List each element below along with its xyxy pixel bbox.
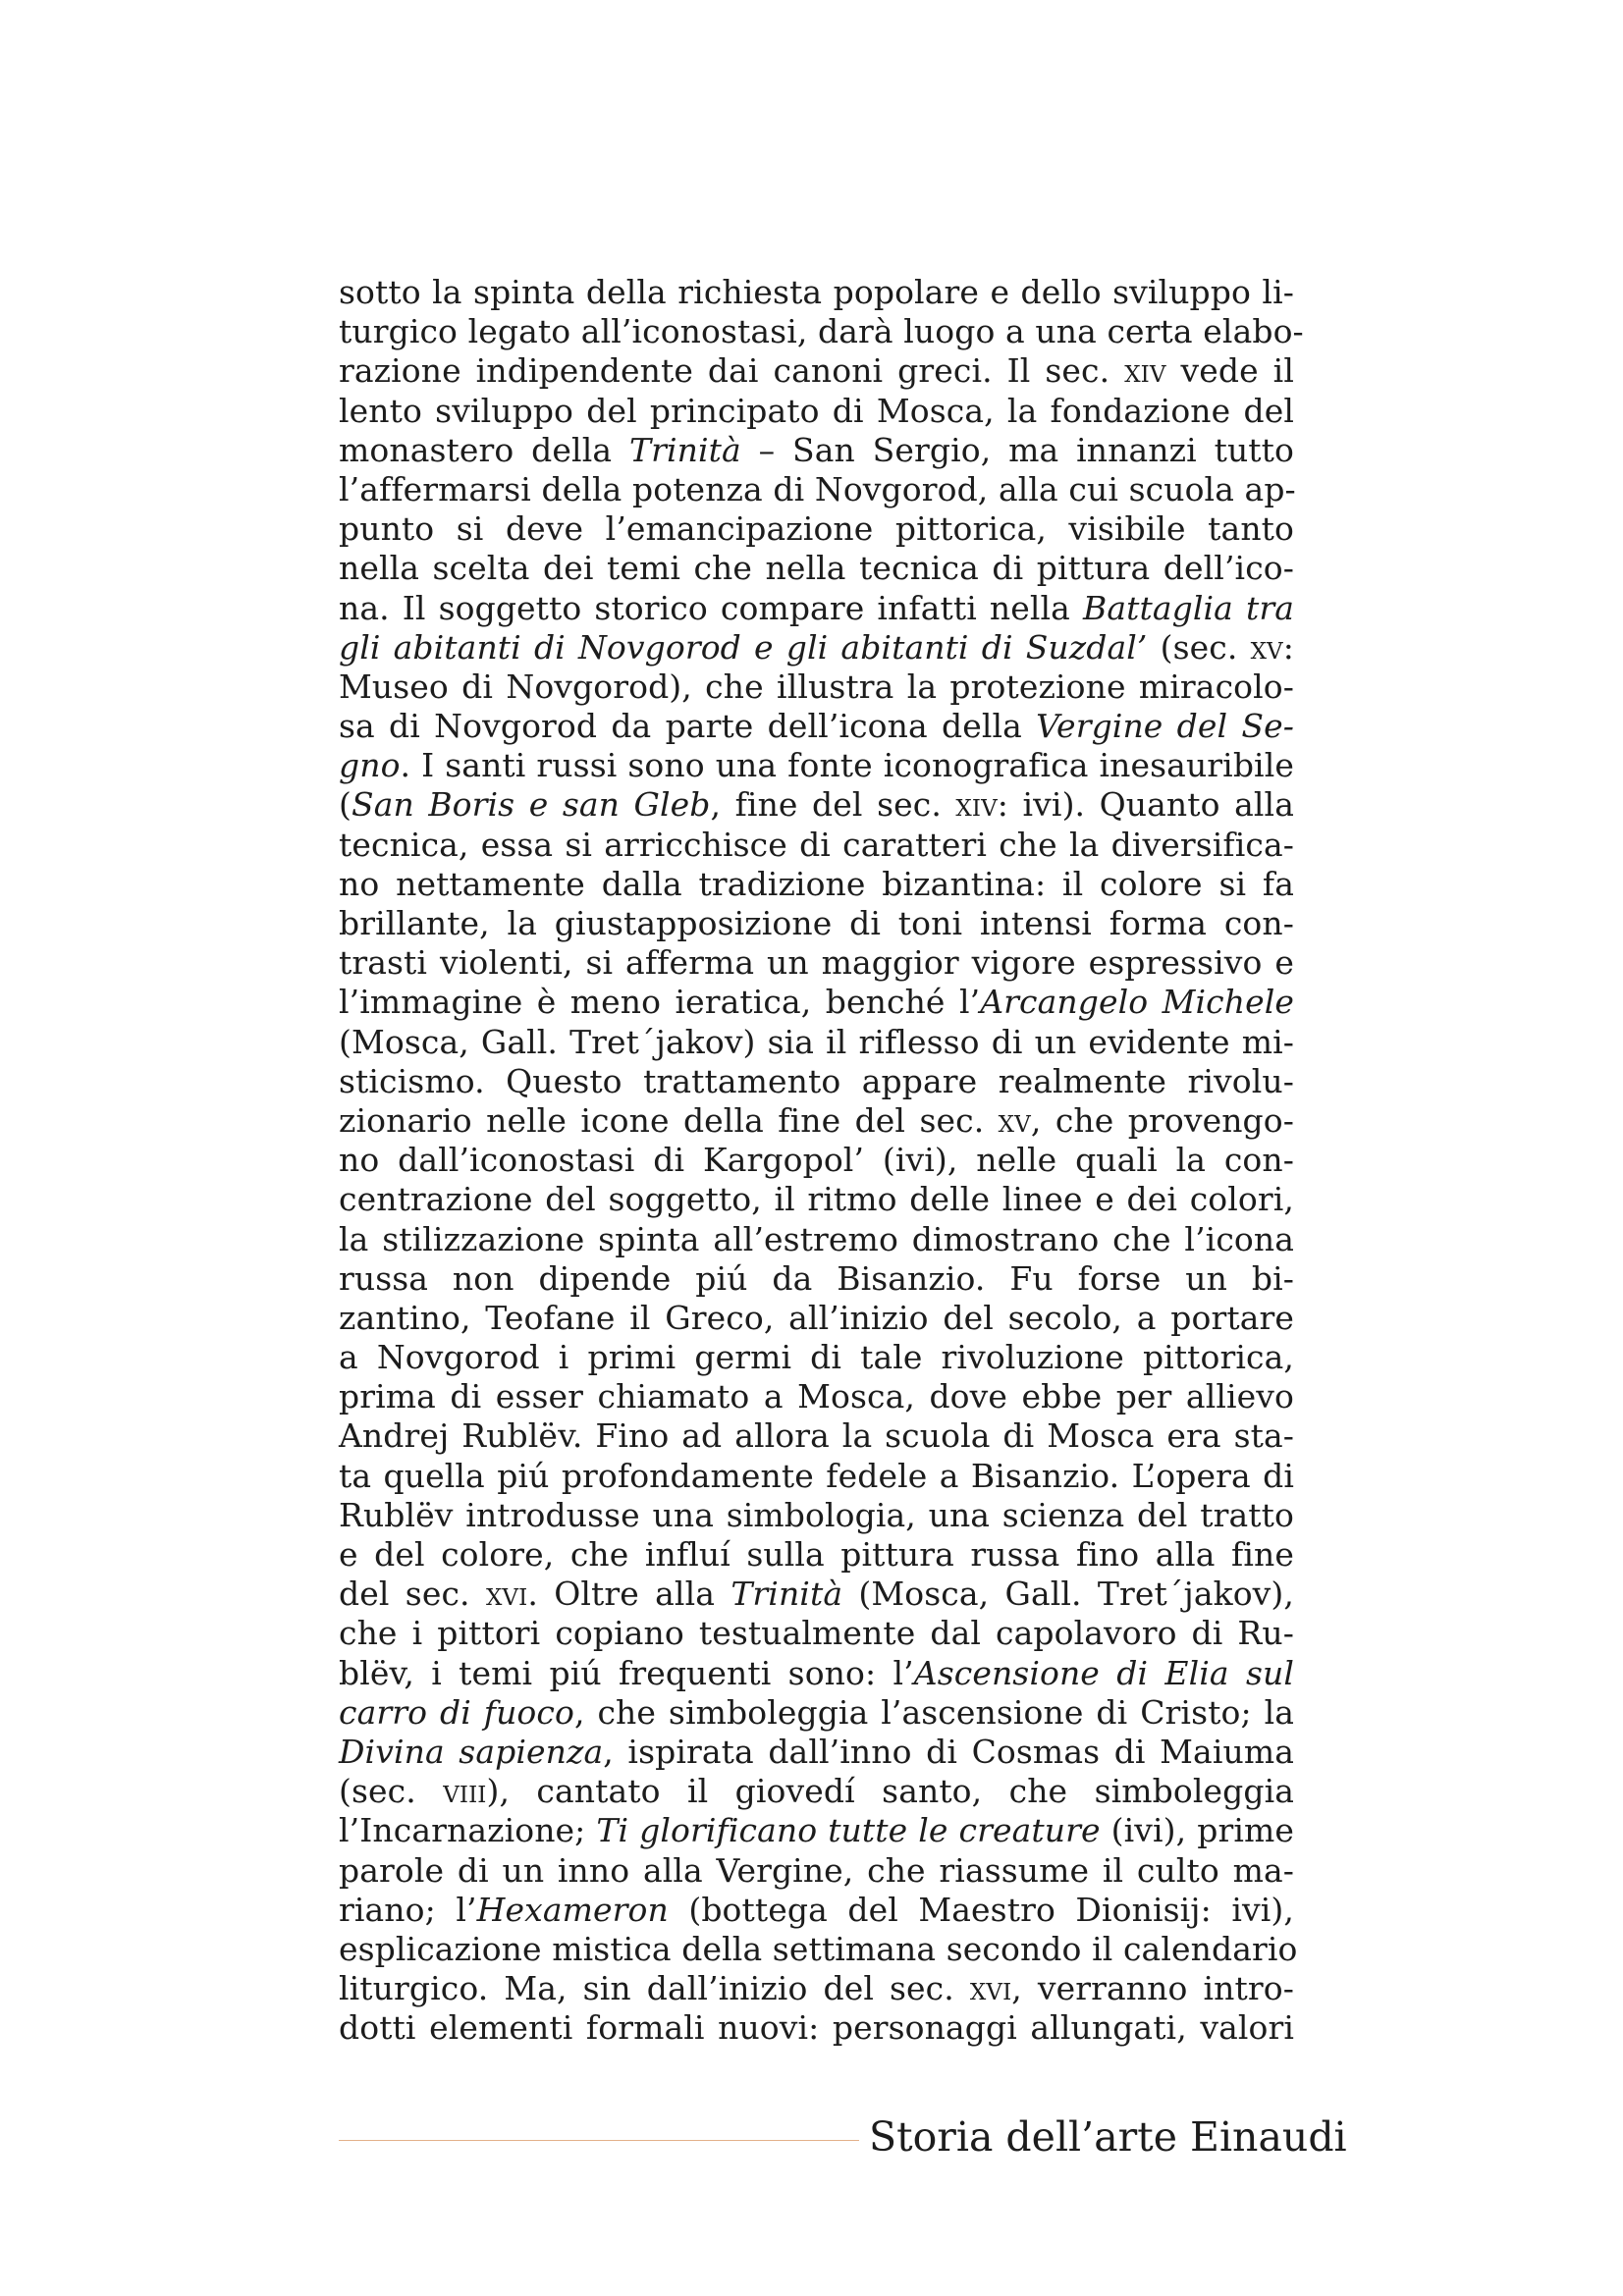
- text-line: (San Boris e san Gleb, fine del sec. xiv: ivi). Quanto alla: [339, 785, 1294, 825]
- text-line: che i pittori copiano testualmente dal capolavoro di Ru-: [339, 1614, 1294, 1653]
- text-line: gno. I santi russi sono una fonte iconografica inesauribile: [339, 746, 1294, 785]
- text-line: Rublëv introdusse una simbologia, una scienza del tratto: [339, 1495, 1294, 1534]
- text-line: zantino, Teofane il Greco, all’inizio del secolo, a portare: [339, 1298, 1294, 1337]
- text-line: esplicazione mistica della settimana secondo il calendario: [339, 1929, 1298, 1968]
- text-line: monastero della Trinità – San Sergio, ma innanzi tutto: [339, 430, 1294, 469]
- text-line: trasti violenti, si afferma un maggior vigore espressivo e: [339, 943, 1294, 983]
- text-line: zionario nelle icone della fine del sec. xv, che provengo-: [339, 1100, 1294, 1140]
- text-line: razione indipendente dai canoni greci. Il sec. xiv vede il: [339, 351, 1294, 391]
- body-text: [339, 273, 1304, 2048]
- text-line: l’immagine è meno ieratica, benché l’Arcangelo Michele: [339, 983, 1294, 1022]
- text-line: e del colore, che influí sulla pittura russa fino alla fine: [339, 1535, 1294, 1574]
- text-line: dotti elementi formali nuovi: personaggi allungati, valori: [339, 2008, 1294, 2048]
- text-line: ta quella piú profondamente fedele a Bisanzio. L’opera di: [339, 1456, 1294, 1495]
- text-line: Museo di Novgorod), che illustra la protezione miracolo-: [339, 667, 1294, 706]
- text-line: no dall’iconostasi di Kargopol’ (ivi), nelle quali la con-: [339, 1141, 1294, 1180]
- footer-rule: [339, 2140, 859, 2141]
- text-line: sa di Novgorod da parte dell’icona della Vergine del Se-: [339, 707, 1294, 746]
- text-line: turgico legato all’iconostasi, darà luogo a una certa elabo-: [339, 312, 1304, 351]
- text-line: Divina sapienza, ispirata dall’inno di Cosmas di Maiuma: [339, 1732, 1294, 1771]
- text-line: centrazione del soggetto, il ritmo delle linee e dei colori,: [339, 1180, 1294, 1219]
- text-line: punto si deve l’emancipazione pittorica, visibile tanto: [339, 509, 1294, 549]
- text-line: prima di esser chiamato a Mosca, dove ebbe per allievo: [339, 1377, 1294, 1416]
- text-line: na. Il soggetto storico compare infatti nella Battaglia tra: [339, 588, 1294, 627]
- text-line: a Novgorod i primi germi di tale rivoluzione pittorica,: [339, 1338, 1294, 1377]
- text-line: tecnica, essa si arricchisce di caratteri che la diversifica-: [339, 825, 1294, 864]
- text-line: blëv, i temi piú frequenti sono: l’Ascensione di Elia sul: [339, 1653, 1294, 1692]
- text-line: parole di un inno alla Vergine, che riassume il culto ma-: [339, 1850, 1294, 1890]
- text-line: liturgico. Ma, sin dall’inizio del sec. xvi, verranno intro-: [339, 1969, 1294, 2008]
- text-line: la stilizzazione spinta all’estremo dimostrano che l’icona: [339, 1219, 1294, 1258]
- text-line: sticismo. Questo trattamento appare realmente rivolu-: [339, 1061, 1294, 1100]
- text-line: l’Incarnazione; Ti glorificano tutte le creature (ivi), prime: [339, 1811, 1294, 1850]
- text-line: lento sviluppo del principato di Mosca, la fondazione del: [339, 391, 1294, 430]
- text-line: riano; l’Hexameron (bottega del Maestro Dionisij: ivi),: [339, 1890, 1294, 1929]
- text-line: gli abitanti di Novgorod e gli abitanti di Suzdal’ (sec. xv:: [339, 627, 1294, 667]
- text-line: russa non dipende piú da Bisanzio. Fu forse un bi-: [339, 1258, 1294, 1298]
- text-line: no nettamente dalla tradizione bizantina: il colore si fa: [339, 864, 1294, 903]
- text-line: sotto la spinta della richiesta popolare e dello sviluppo li-: [339, 273, 1294, 311]
- text-line: (sec. viii), cantato il giovedí santo, che simboleggia: [339, 1772, 1295, 1811]
- text-line: del sec. xvi. Oltre alla Trinità (Mosca, Gall. Tret´jakov),: [339, 1575, 1294, 1614]
- text-line: Andrej Rublëv. Fino ad allora la scuola di Mosca era sta-: [339, 1416, 1294, 1456]
- text-line: carro di fuoco, che simboleggia l’ascensione di Cristo; la: [339, 1692, 1294, 1732]
- footer-title: Storia dell’arte Einaudi: [869, 2113, 1347, 2161]
- text-line: nella scelta dei temi che nella tecnica di pittura dell’ico-: [339, 549, 1294, 588]
- text-line: brillante, la giustapposizione di toni intensi forma con-: [339, 904, 1294, 942]
- text-line: l’affermarsi della potenza di Novgorod, alla cui scuola ap-: [339, 469, 1296, 508]
- text-line: (Mosca, Gall. Tret´jakov) sia il riflesso di un evidente mi-: [339, 1022, 1294, 1061]
